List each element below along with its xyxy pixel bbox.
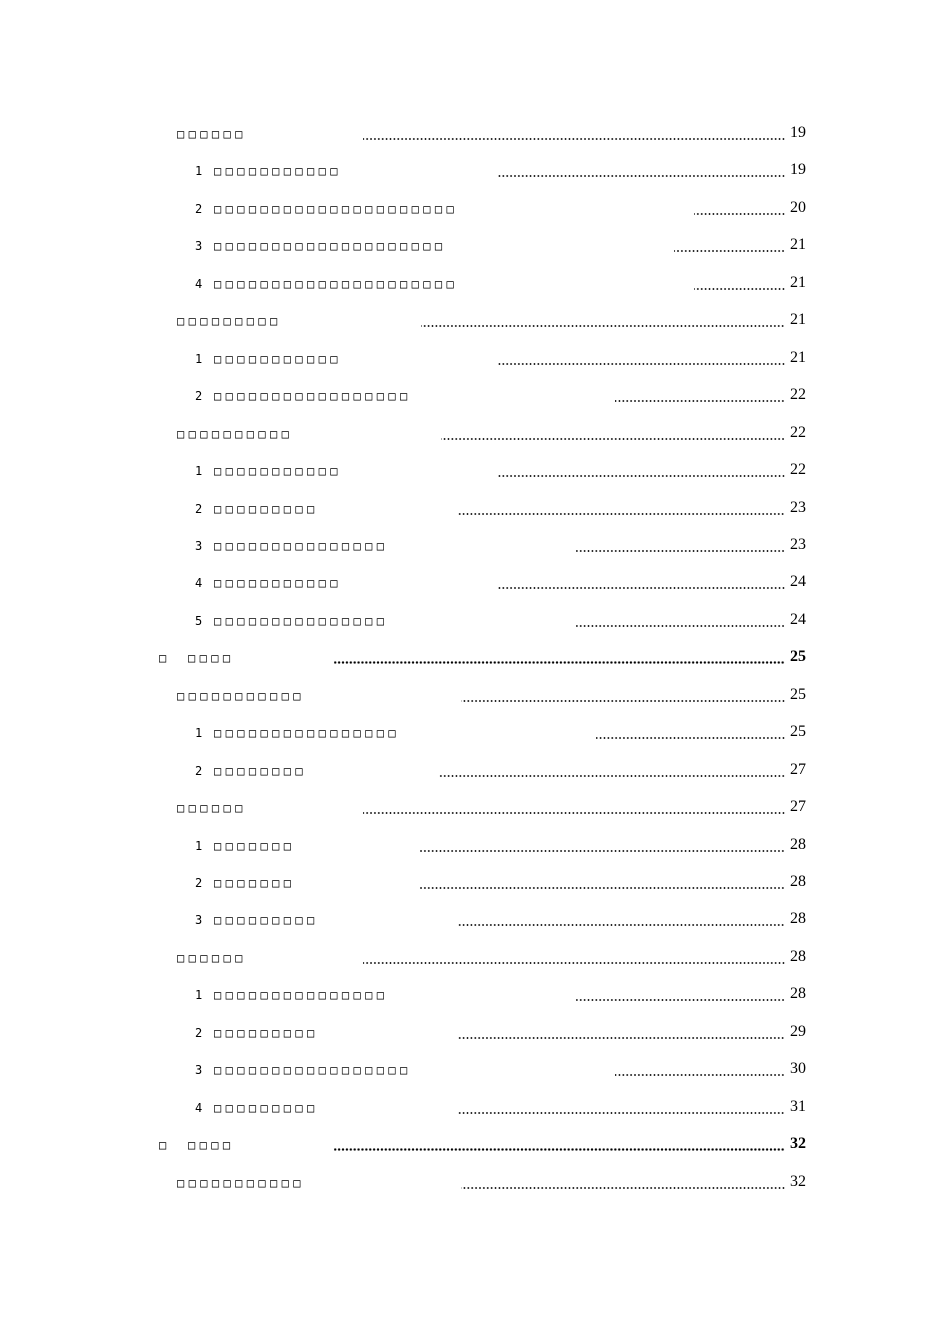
toc-entry[interactable] bbox=[0, 308, 950, 330]
toc-entry[interactable] bbox=[0, 982, 950, 1004]
toc-page-number: 25 bbox=[790, 723, 806, 741]
toc-page-number: 28 bbox=[790, 947, 806, 965]
toc-entry-title: □□□□□□ bbox=[177, 801, 247, 816]
toc-page-number: 21 bbox=[790, 236, 806, 254]
toc-item-number: 5 bbox=[195, 613, 203, 628]
toc-entry-title: □□□□□□□□□ bbox=[214, 1025, 319, 1040]
toc-entry[interactable] bbox=[0, 945, 950, 967]
toc-entry-title: □□□□□□□□□□□□□□□ bbox=[214, 988, 389, 1003]
toc-item-number: 4 bbox=[195, 1100, 203, 1115]
toc-item-number: 4 bbox=[195, 576, 203, 591]
toc-entry[interactable] bbox=[0, 1132, 950, 1154]
toc-entry[interactable] bbox=[0, 158, 950, 180]
dot-leader bbox=[458, 1112, 785, 1114]
toc-entry[interactable] bbox=[0, 833, 950, 855]
toc-entry[interactable] bbox=[0, 907, 950, 929]
toc-entry-title: □□□□□□□□ bbox=[214, 763, 307, 778]
toc-page-number: 21 bbox=[790, 311, 806, 329]
toc-entry[interactable] bbox=[0, 570, 950, 592]
toc-item-number: 1 bbox=[195, 988, 203, 1003]
toc-page-number: 28 bbox=[790, 910, 806, 928]
toc-page-number: 30 bbox=[790, 1060, 806, 1078]
toc-item-number: 1 bbox=[195, 838, 203, 853]
toc-entry[interactable] bbox=[0, 758, 950, 780]
toc-item-number: 2 bbox=[195, 876, 203, 890]
toc-entry-title: □□□□□□□□□□□□□□□□□□□□□ bbox=[214, 276, 459, 291]
toc-entry-title: □□□□□□□□□□□ bbox=[214, 351, 342, 366]
toc-entry-title: □□□□□□□ bbox=[214, 876, 296, 890]
toc-entry-title: □□□□□□□□□□ bbox=[177, 426, 294, 441]
dot-leader bbox=[576, 550, 785, 552]
toc-entry-title: □□□□ bbox=[188, 1138, 235, 1153]
dot-leader bbox=[674, 250, 785, 252]
toc-entry-title: □□□□□□ bbox=[177, 950, 247, 965]
toc-item-number: 2 bbox=[195, 201, 203, 216]
toc-entry-title: □□□□□□□□□□□ bbox=[177, 688, 305, 703]
dot-leader bbox=[615, 400, 785, 402]
dot-leader bbox=[694, 288, 785, 290]
toc-page-number: 25 bbox=[790, 648, 806, 666]
toc-page-number: 32 bbox=[790, 1135, 806, 1153]
toc-page-number: 22 bbox=[790, 423, 806, 441]
toc-entry-title: □□□□□□□□□□□□□□□□□ bbox=[214, 1063, 412, 1078]
dot-leader bbox=[498, 175, 785, 177]
toc-page-number: 21 bbox=[790, 273, 806, 291]
toc-entry-title: □□□□□□□□□□□□□□□□□□□□□ bbox=[214, 201, 459, 216]
toc-item-number: 2 bbox=[195, 763, 203, 778]
toc-page-number: 24 bbox=[790, 610, 806, 628]
toc-item-number: 2 bbox=[195, 501, 203, 516]
dot-leader bbox=[576, 625, 785, 627]
toc-entry-title: □□□□□□□□□□□□□□□□ bbox=[214, 726, 400, 741]
toc-item-number: 1 bbox=[195, 726, 203, 741]
dot-leader bbox=[458, 1037, 785, 1039]
toc-entry[interactable] bbox=[0, 645, 950, 667]
toc-page-number: 20 bbox=[790, 198, 806, 216]
toc-entry[interactable] bbox=[0, 870, 950, 892]
toc-entry-title: □□□□□□□□□□□ bbox=[214, 576, 342, 591]
dot-leader bbox=[458, 924, 785, 926]
toc-entry[interactable] bbox=[0, 271, 950, 293]
toc-page-number: 28 bbox=[790, 835, 806, 853]
toc-item-number: 3 bbox=[195, 239, 203, 254]
toc-item-number: 3 bbox=[195, 1063, 203, 1078]
dot-leader bbox=[441, 438, 785, 440]
dot-leader bbox=[363, 962, 785, 964]
toc-item-number: 3 bbox=[195, 538, 203, 553]
toc-page-number: 19 bbox=[790, 124, 806, 141]
toc-entry-title: □□□□□□□ bbox=[214, 838, 296, 853]
toc-page-number: 21 bbox=[790, 348, 806, 366]
toc-page-number: 19 bbox=[790, 161, 806, 179]
toc-entry-title: □□□□□□□□□ bbox=[214, 1100, 319, 1115]
toc-page-number: 32 bbox=[790, 1172, 806, 1190]
toc-item-number: 3 bbox=[195, 913, 203, 928]
toc-entry[interactable] bbox=[0, 1170, 950, 1192]
toc-item-number: 1 bbox=[195, 464, 203, 479]
dot-leader bbox=[694, 213, 785, 215]
toc-entry-title: □□□□□□□□□□□ bbox=[214, 164, 342, 179]
dot-leader bbox=[461, 700, 785, 702]
toc-item-number: 1 bbox=[195, 164, 203, 179]
toc-page-number: 23 bbox=[790, 535, 806, 553]
toc-entry[interactable] bbox=[0, 1057, 950, 1079]
toc-page-number: 27 bbox=[790, 760, 806, 778]
dot-leader bbox=[421, 325, 785, 327]
toc-entry-title: □□□□□□□□□□□□□□□ bbox=[214, 613, 389, 628]
toc-entry[interactable] bbox=[0, 683, 950, 705]
dot-leader bbox=[363, 812, 785, 814]
toc-page-number: 24 bbox=[790, 573, 806, 591]
toc-page-number: 22 bbox=[790, 386, 806, 404]
dot-leader bbox=[334, 661, 785, 664]
toc-entry[interactable] bbox=[0, 458, 950, 480]
toc-page-number: 22 bbox=[790, 461, 806, 479]
dot-leader bbox=[458, 513, 785, 515]
toc-entry-title: □□□□□□□□□□□□□□□□□□□□ bbox=[214, 239, 447, 254]
toc-item-number: 2 bbox=[195, 1025, 203, 1040]
toc-entry-title: □□□□□□ bbox=[177, 127, 247, 141]
toc-entry[interactable] bbox=[0, 196, 950, 218]
toc-entry[interactable] bbox=[0, 1095, 950, 1117]
toc-entry[interactable] bbox=[0, 608, 950, 630]
toc-entry[interactable] bbox=[0, 1020, 950, 1042]
toc-entry[interactable] bbox=[0, 720, 950, 742]
toc-item-number: 4 bbox=[195, 276, 203, 291]
toc-entry[interactable] bbox=[0, 496, 950, 518]
toc-entry[interactable] bbox=[0, 795, 950, 817]
dot-leader bbox=[596, 737, 785, 739]
toc-entry-title: □□□□□□□□□□□□□□□□□ bbox=[214, 389, 412, 404]
toc-page-number: 28 bbox=[790, 873, 806, 890]
toc-entry-title: □□□□□□□□□□□ bbox=[177, 1175, 305, 1190]
toc-page-number: 29 bbox=[790, 1022, 806, 1040]
toc-page-number: 28 bbox=[790, 985, 806, 1003]
toc-entry[interactable] bbox=[0, 533, 950, 555]
toc-page-number: 27 bbox=[790, 798, 806, 816]
toc-page-number: 25 bbox=[790, 685, 806, 703]
dot-leader bbox=[498, 363, 785, 365]
dot-leader bbox=[461, 1187, 785, 1189]
dot-leader bbox=[419, 887, 785, 889]
toc-entry[interactable] bbox=[0, 346, 950, 368]
toc-entry-title: □□□□□□□□□ bbox=[214, 913, 319, 928]
dot-leader bbox=[334, 1148, 785, 1151]
toc-entry-title: □□□□□□□□□ bbox=[214, 501, 319, 516]
toc-entry-title: □□□□□□□□□□□ bbox=[214, 464, 342, 479]
toc-entry-title: □□□□□□□□□ bbox=[177, 314, 282, 329]
toc-item-number: 1 bbox=[195, 351, 203, 366]
toc-chapter-number: □ bbox=[159, 1138, 167, 1153]
dot-leader bbox=[439, 775, 785, 777]
dot-leader bbox=[576, 999, 785, 1001]
toc-entry[interactable] bbox=[0, 421, 950, 443]
dot-leader bbox=[498, 587, 785, 589]
dot-leader bbox=[363, 138, 785, 140]
toc-entry[interactable] bbox=[0, 383, 950, 405]
toc-entry-title: □□□□ bbox=[188, 651, 235, 666]
toc-item-number: 2 bbox=[195, 389, 203, 404]
dot-leader bbox=[498, 475, 785, 477]
dot-leader bbox=[615, 1074, 785, 1076]
toc-chapter-number: □ bbox=[159, 651, 167, 666]
dot-leader bbox=[419, 850, 785, 852]
toc-entry-title: □□□□□□□□□□□□□□□ bbox=[214, 538, 389, 553]
toc-page-number: 23 bbox=[790, 498, 806, 516]
toc-entry[interactable] bbox=[0, 233, 950, 255]
toc-page-number: 31 bbox=[790, 1097, 806, 1115]
toc-entry[interactable] bbox=[0, 121, 950, 143]
